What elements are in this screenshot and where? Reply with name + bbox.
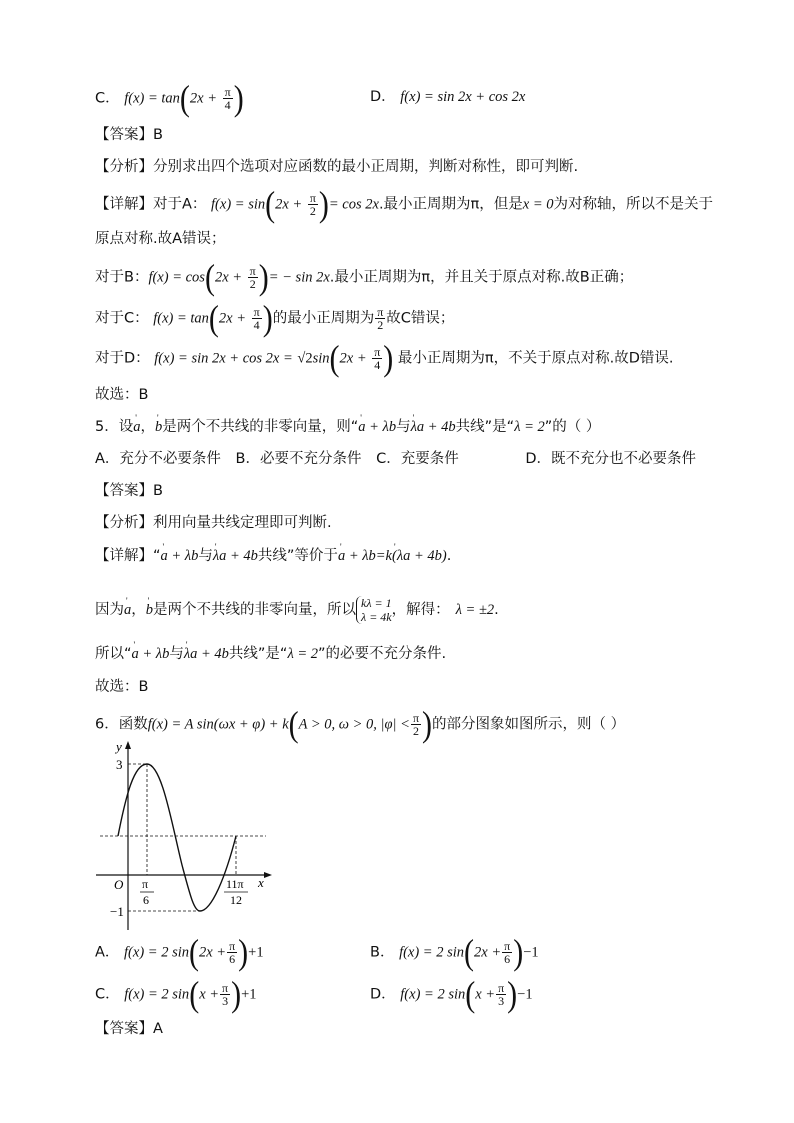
fraction: $\frac{\pi}{4}$ [374, 345, 381, 372]
option-c: C．充要条件 [376, 451, 459, 467]
because-line: 因为' a，' b是两个不共线的非零向量，所以 kλ = 1 λ = 4k ，解得： λ = ±2. [95, 596, 499, 624]
y-axis-arrow [125, 741, 131, 749]
fraction: $\frac{\pi}{2}$ [309, 191, 316, 218]
x-label: x [258, 875, 264, 890]
fraction: $\frac{\pi}{2}$ [412, 711, 420, 738]
fraction: $\frac{\pi}{2}$ [377, 305, 384, 332]
option-label: C． [95, 90, 120, 107]
detail-line-a2: 原点对称.故A错误； [95, 231, 226, 247]
fraction: $\frac{\pi}{3}$ [498, 981, 505, 1008]
x-axis-arrow [264, 872, 272, 878]
equation-system: kλ = 1 λ = 4k [356, 596, 392, 624]
q6-option-b: B． f(x) = 2 sin(2x + $\frac{\pi}{6}$ )−1 [370, 932, 539, 972]
fraction: $\frac{\pi}{6}$ [504, 939, 511, 966]
fraction: $\frac{\pi}{4}$ [224, 85, 231, 112]
answer-line-3: 【答案】A [95, 1021, 163, 1037]
option-b: B．必要不充分条件 [235, 451, 362, 467]
detail-tag: 【详解】 [95, 196, 153, 213]
fraction: $\frac{\pi}{3}$ [222, 981, 229, 1008]
detail-line-a: 【详解】对于A： f(x) = sin(2x + $\frac{\pi}{2}$ )= cos 2x.最小正周期为π，但是x = 0为对称轴，所以不是关于 [95, 184, 714, 224]
q6-option-c: C． f(x) = 2 sin(x + $\frac{\pi}{3}$ )+1 [95, 974, 257, 1014]
x-tick-11pi12-den: 12 [230, 893, 242, 907]
math-expr: f(x) = sin 2x + cos 2x [400, 89, 526, 105]
y-bottom-label: −1 [110, 904, 124, 919]
fraction: $\frac{\pi}{4}$ [253, 305, 260, 332]
q6-option-d: D． f(x) = 2 sin(x + $\frac{\pi}{3}$ )−1 [370, 974, 533, 1014]
question-5: 5．设' a，' b是两个不共线的非零向量，则“' a + λb与' λa + 4b共线”是“λ = 2”的（ ） [95, 416, 600, 438]
y-label: y [116, 739, 122, 754]
option-label: D． [370, 89, 396, 105]
so-line: 所以“' a + λb与' λa + 4b共线”是“λ = 2”的必要不充分条件. [95, 643, 446, 665]
fraction: $\frac{\pi}{6}$ [229, 939, 236, 966]
function-graph [90, 735, 280, 935]
answer-value: B [153, 127, 163, 143]
question-6: 6．函数f(x) = A sin(ωx + φ) + k(A > 0, ω > 0, |φ| < $\frac{\pi}{2}$ )的部分图象如图所示，则（ ） [95, 704, 626, 744]
select-line-2: 故选：B [95, 679, 149, 695]
analysis-line-2: 【分析】利用向量共线定理即可判断. [95, 515, 332, 531]
y-top-label: 3 [116, 757, 123, 772]
option-d: D．既不充分也不必要条件 [525, 451, 696, 467]
analysis-tag: 【分析】 [95, 159, 153, 175]
select-line-1: 故选：B [95, 387, 149, 403]
question-5-options [95, 448, 696, 470]
fraction: $\frac{\pi}{2}$ [249, 264, 256, 291]
x-tick-pi6-den: 6 [143, 893, 149, 907]
analysis-line-1 [95, 156, 578, 178]
option-c-prev: C． f(x) = tan(2x + $\frac{\pi}{4}$ ) [95, 78, 244, 118]
origin-label: O [114, 877, 124, 892]
detail-line-d: 对于D： f(x) = sin 2x + cos 2x = √2sin(2x + $\frac{\pi}{4}$ ) 最小正周期为π，不关于原点对称.故D错误. [95, 338, 674, 378]
answer-tag: 【答案】 [95, 127, 153, 143]
option-d-prev [370, 86, 525, 108]
q6-option-a: A． f(x) = 2 sin(2x + $\frac{\pi}{6}$ )+1 [95, 932, 264, 972]
sine-curve [118, 764, 236, 911]
math-expr: f(x) = sin [211, 196, 266, 213]
detail-line-b: 对于B：f(x) = cos(2x + $\frac{\pi}{2}$ )= − sin 2x.最小正周期为π，并且关于原点对称.故B正确； [95, 257, 634, 297]
detail-line-c: 对于C： f(x) = tan(2x + $\frac{\pi}{4}$ )的最小正周期为 $\frac{\pi}{2}$ 故C错误； [95, 298, 455, 338]
detail-line-2: 【详解】“' a + λb与' λa + 4b共线”等价于' a + λb=k' (λa + 4b). [95, 545, 451, 567]
x-tick-11pi12-num: 11π [226, 877, 244, 891]
math-expr: 2x + [189, 90, 218, 107]
answer-line-1 [95, 124, 163, 146]
math-expr: f(x) = tan [124, 90, 180, 107]
analysis-text: 分别求出四个选项对应函数的最小正周期，判断对称性，即可判断. [153, 159, 579, 175]
answer-line-2: 【答案】B [95, 483, 163, 499]
option-a: A．充分不必要条件 [95, 451, 221, 467]
x-tick-pi6-num: π [142, 877, 149, 891]
